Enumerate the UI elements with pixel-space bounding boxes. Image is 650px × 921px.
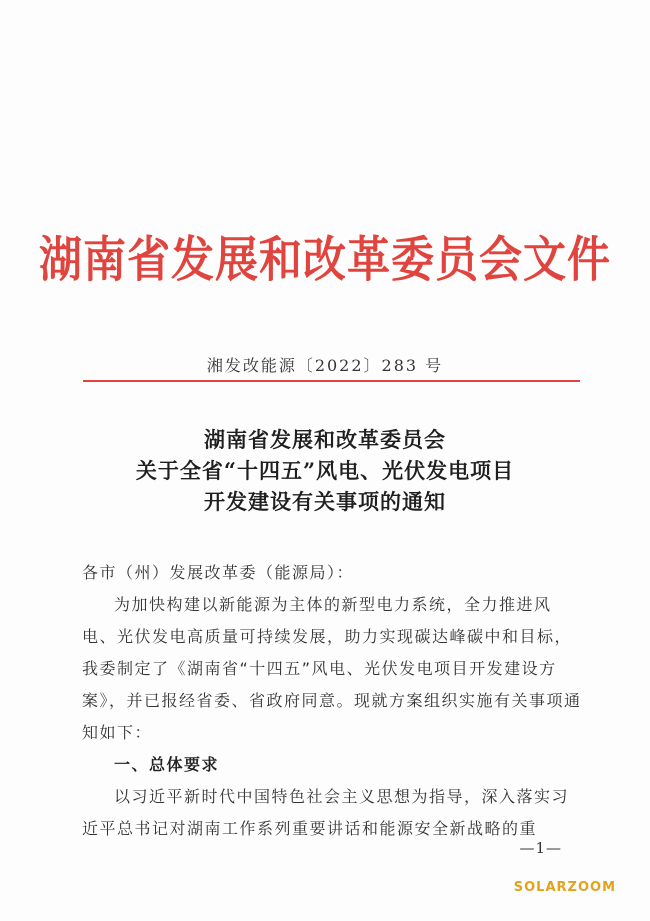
notice-body bbox=[82, 557, 582, 845]
body-paragraph-1: 为加快构建以新能源为主体的新型电力系统，全力推进风电、光伏发电高质量可持续发展，助力实现碳达峰碳中和目标，我委制定了《湖南省“十四五”风电、光伏发电项目开发建设方案》，并已报经省委、省政府同意。现就方案组织实施有关事项通知如下： bbox=[82, 595, 582, 742]
solarzoom-watermark: SOLARZOOM bbox=[513, 880, 616, 895]
page-number: —1— bbox=[519, 839, 562, 857]
notice-title bbox=[0, 424, 650, 517]
notice-title-line-3: 开发建设有关事项的通知 bbox=[204, 489, 446, 514]
salutation: 各市（州）发展改革委（能源局）： bbox=[82, 563, 355, 582]
section-heading-general-requirements: 一、总体要求 bbox=[114, 755, 220, 774]
red-divider-line bbox=[83, 380, 580, 382]
notice-title-line-1: 湖南省发展和改革委员会 bbox=[204, 427, 446, 452]
masthead-title: 湖南省发展和改革委员会文件 bbox=[39, 232, 611, 289]
body-paragraph-2: 以习近平新时代中国特色社会主义思想为指导，深入落实习近平总书记对湖南工作系列重要讲话和能源安全新战略的重 bbox=[82, 787, 570, 838]
document-number: 湘发改能源〔2022〕283 号 bbox=[206, 356, 444, 375]
notice-title-line-2: 关于全省“十四五”风电、光伏发电项目 bbox=[135, 458, 515, 483]
